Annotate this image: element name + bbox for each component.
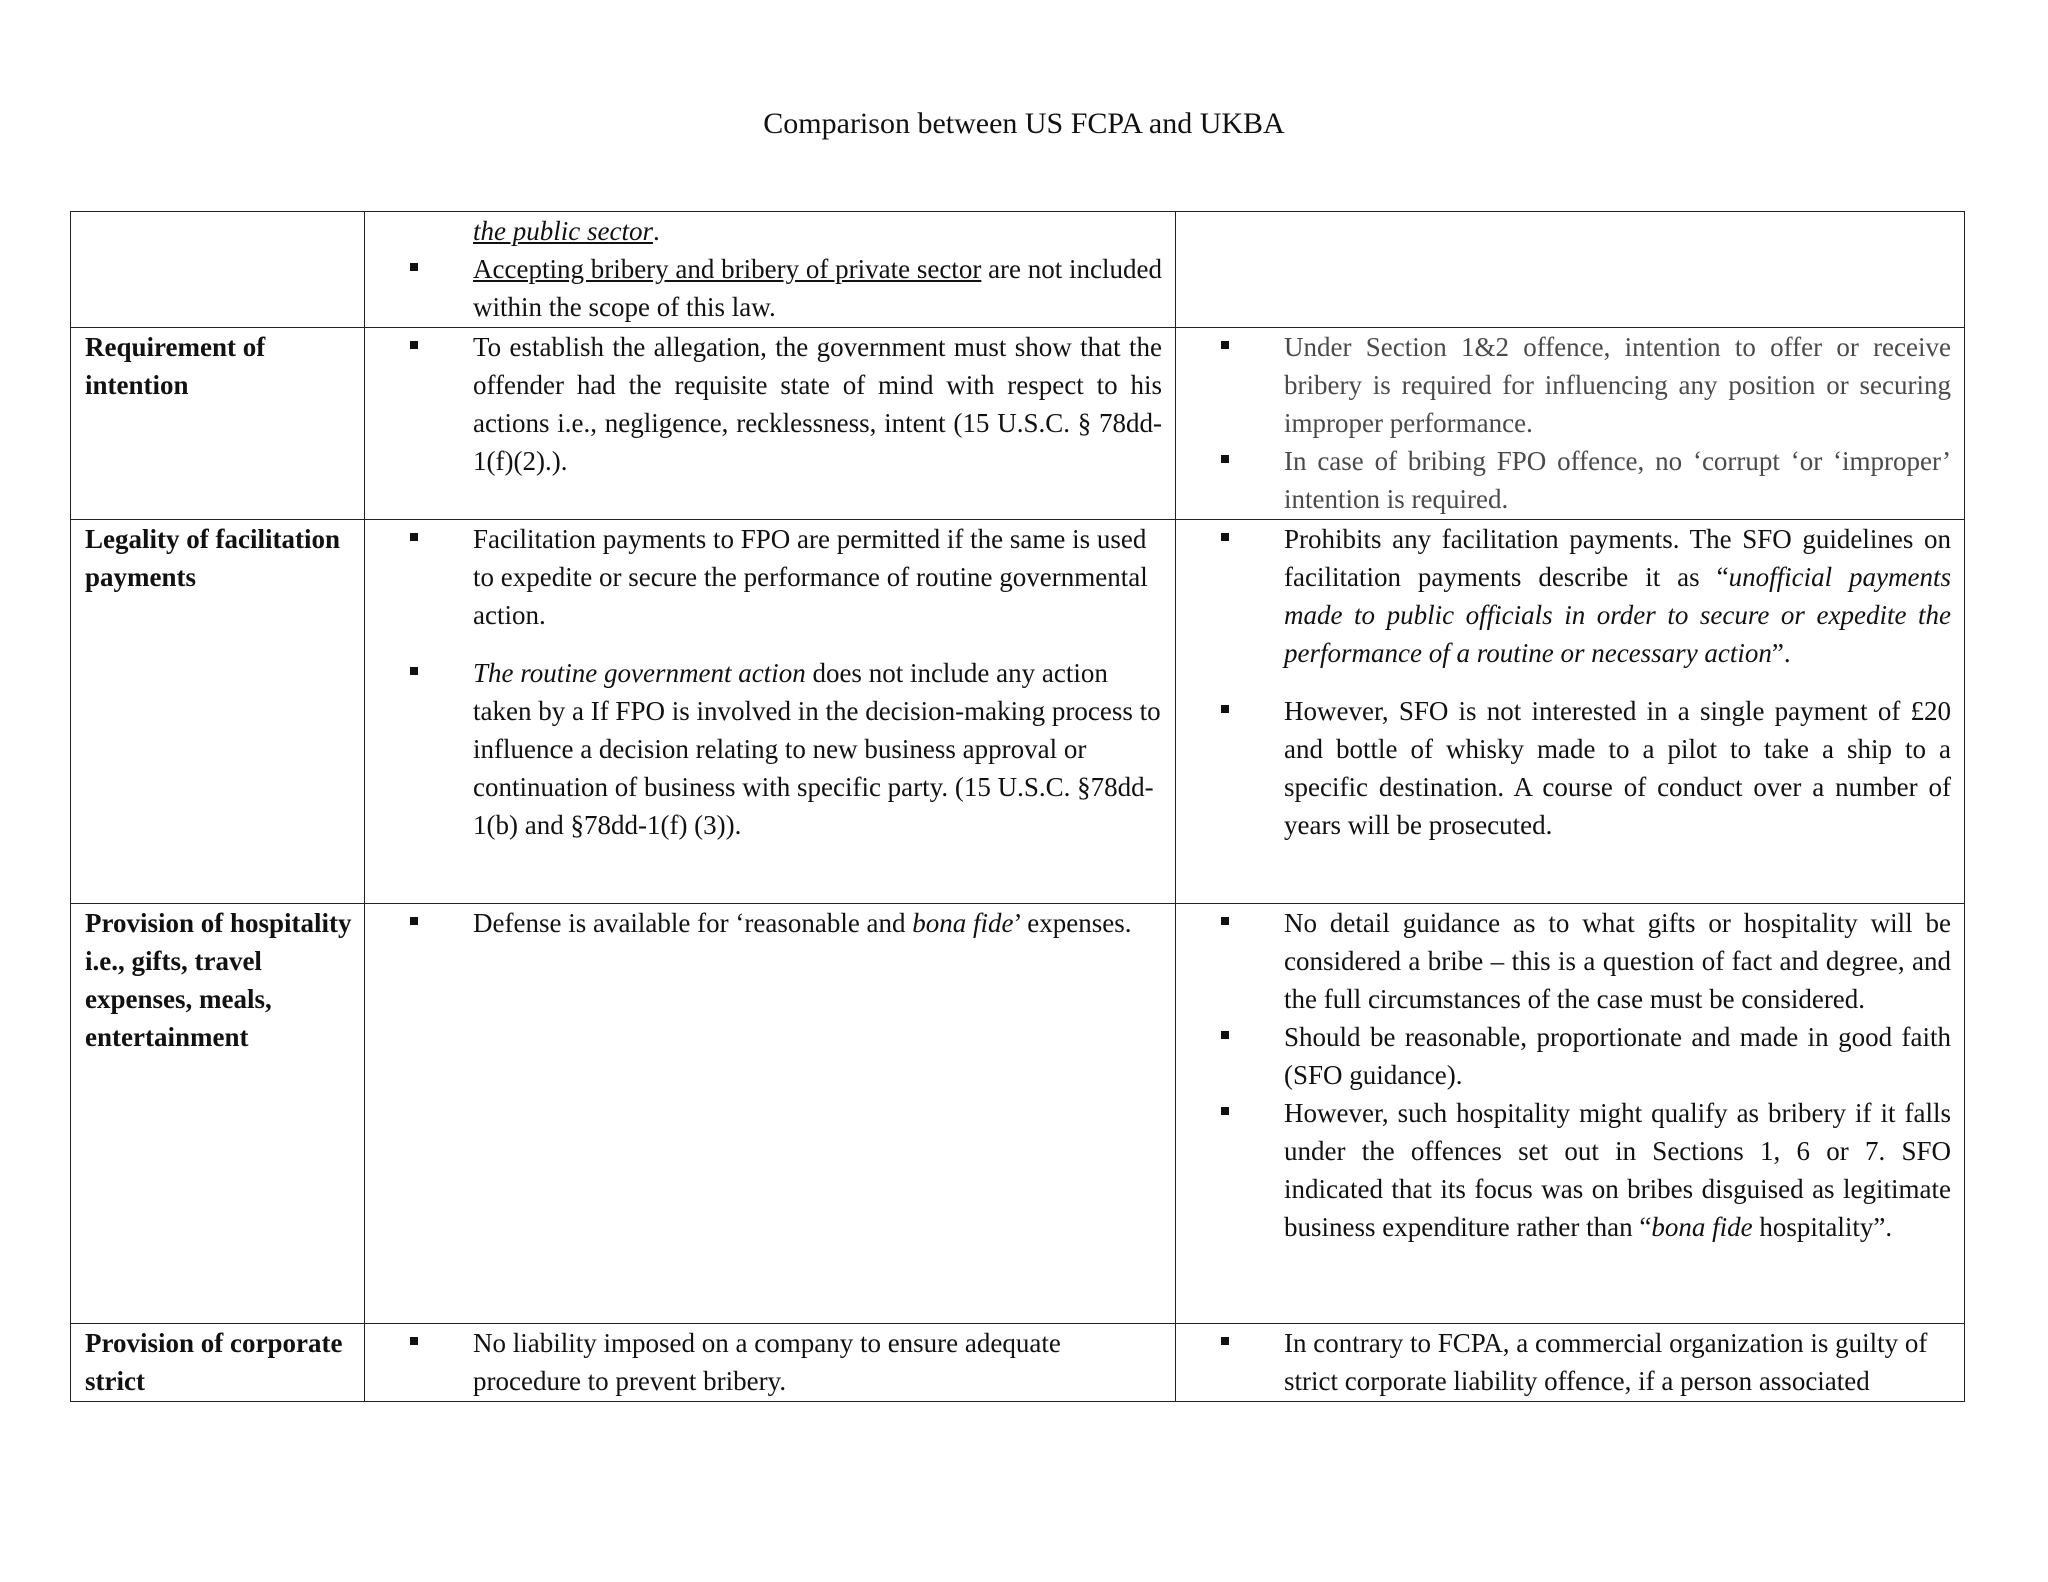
bullet-list [365, 904, 1175, 942]
text-run: In case of bribing FPO offence, no ‘corrupt ‘or ‘improper’ intention is required. [1284, 446, 1951, 514]
text-run: ’ expenses. [1013, 908, 1132, 938]
text-run: hospitality”. [1752, 1212, 1893, 1242]
bullet-list [1176, 520, 1964, 844]
bullet-item [473, 520, 1162, 634]
fcpa-cell [365, 328, 1176, 520]
text-run: No liability imposed on a company to ensure adequate procedure to prevent bribery. [473, 1328, 1061, 1396]
ukba-cell [1176, 212, 1965, 328]
row-label: Provision of hospitality i.e., gifts, travel expenses, meals, entertainment [85, 908, 352, 1052]
table-row [71, 520, 1965, 904]
row-label-cell [71, 328, 365, 520]
page-title: Comparison between US FCPA and UKBA [763, 107, 1285, 140]
ukba-cell [1176, 520, 1965, 904]
row-label-cell [71, 212, 365, 328]
row-label: Requirement of intention [85, 332, 266, 400]
fcpa-cell [365, 520, 1176, 904]
text-run: In contrary to FCPA, a commercial organization is guilty of strict corporate liability offence, if a person associated [1284, 1328, 1928, 1396]
bullet-item [473, 1324, 1162, 1400]
bullet-item [1284, 904, 1951, 1018]
row-label: Legality of facilitation payments [85, 524, 340, 592]
ukba-cell [1176, 904, 1965, 1324]
text-run: No detail guidance as to what gifts or hospitality will be considered a bribe – this is a question of fact and degree, and the full circumstances of the case must be considered. [1284, 908, 1951, 1014]
text-run: Prohibits any facilitation payments. The SFO guidelines on facilitation payments describe it as “ [1284, 524, 1951, 592]
text-run: bona fide [912, 908, 1014, 938]
text-run: However, such hospitality might qualify as bribery if it falls under the offences set out in Sections 1, 6 or 7. SFO indicated that its focus was on bribes disguised as legitimate business expenditure rather than “ [1284, 1098, 1951, 1242]
text-run: ”. [1771, 638, 1791, 668]
bullet-item [1284, 1094, 1951, 1246]
bullet-item [473, 654, 1162, 844]
bullet-item [1284, 328, 1951, 442]
text-run: Under Section 1&2 offence, intention to offer or receive bribery is required for influencing any position or securing improper performance. [1284, 332, 1951, 438]
row-label-cell [71, 520, 365, 904]
text-run: To establish the allegation, the government must show that the offender had the requisite state of mind with respect to his actions i.e., negligence, recklessness, intent (15 U.S.C. § 78dd-1(f)(2).). [473, 332, 1162, 476]
bullet-list [365, 328, 1175, 480]
bullet-item [1284, 692, 1951, 844]
bullet-list [1176, 1324, 1964, 1400]
ukba-cell [1176, 328, 1965, 520]
fcpa-cell [365, 904, 1176, 1324]
table-row [71, 904, 1965, 1324]
text-run: the public sector [473, 216, 653, 246]
text-run: . [652, 216, 660, 246]
bullet-item [1284, 442, 1951, 518]
text-run: Defense is available for ‘reasonable and [473, 908, 913, 938]
bullet-item [1284, 1324, 1951, 1400]
bullet-list [1176, 328, 1964, 518]
row-label-cell [71, 1324, 365, 1402]
text-run: Accepting bribery and bribery of private sector [473, 254, 982, 284]
table-row [71, 212, 1965, 328]
bullet-item [473, 904, 1162, 942]
table-row [71, 328, 1965, 520]
bullet-item [473, 328, 1162, 480]
comparison-table [70, 211, 1965, 1402]
fcpa-cell [365, 212, 1176, 328]
text-run: The routine government action [473, 658, 806, 688]
text-run: are not included within the scope of this law. [473, 254, 1162, 322]
fcpa-cell [365, 1324, 1176, 1402]
ukba-cell [1176, 1324, 1965, 1402]
bullet-item [473, 250, 1162, 326]
text-run: does not include any action taken by a If FPO is involved in the decision-making process to influence a decision relating to new business approval or continuation of business with specific party. (15 U.S.C. §78dd-1(b) and §78dd-1(f) (3)). [473, 658, 1161, 840]
table-row [71, 1324, 1965, 1402]
text-run: unofficial payments made to public officials in order to secure or expedite the performance of a routine or necessary action [1284, 562, 1952, 668]
bullet-list [365, 212, 1175, 326]
text-run: However, SFO is not interested in a single payment of £20 and bottle of whisky made to a pilot to take a ship to a specific destination. A course of conduct over a number of years will be prosecuted. [1284, 696, 1951, 840]
row-label: Provision of corporate strict [85, 1328, 343, 1396]
bullet-list [365, 1324, 1175, 1400]
bullet-list [365, 520, 1175, 844]
row-label-cell [71, 904, 365, 1324]
bullet-item [1284, 520, 1951, 672]
bullet-list [1176, 904, 1964, 1246]
bullet-continuation [473, 212, 1162, 250]
text-run: Facilitation payments to FPO are permitted if the same is used to expedite or secure the performance of routine governmental action. [473, 524, 1148, 630]
bullet-item [1284, 1018, 1951, 1094]
text-run: bona fide [1651, 1212, 1753, 1242]
text-run: Should be reasonable, proportionate and made in good faith (SFO guidance). [1284, 1022, 1951, 1090]
